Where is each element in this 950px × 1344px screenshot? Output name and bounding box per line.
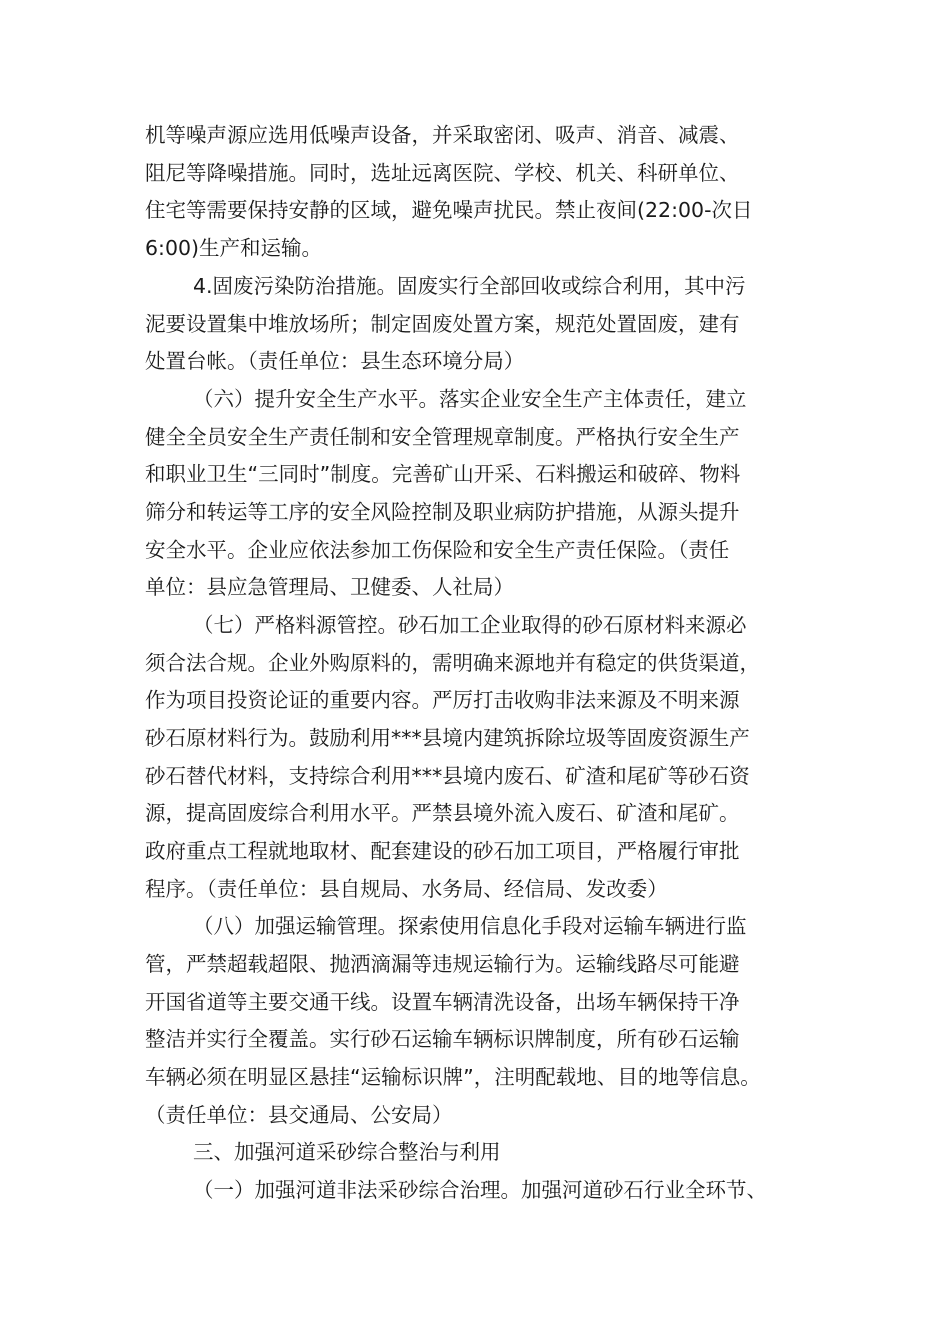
text-line: 单位：县应急管理局、卫健委、人社局） xyxy=(145,575,514,599)
text-line: 砂石替代材料，支持综合利用***县境内废石、矿渣和尾矿等砂石资 xyxy=(145,764,750,788)
text-line: 整洁并实行全覆盖。实行砂石运输车辆标识牌制度，所有砂石运输 xyxy=(145,1027,740,1051)
text-line: （六）提升安全生产水平。落实企业安全生产主体责任，建立 xyxy=(193,387,747,411)
text-line: 泥要设置集中堆放场所；制定固废处置方案，规范处置固废，建有 xyxy=(145,312,740,336)
text-line: 开国省道等主要交通干线。设置车辆清洗设备，出场车辆保持干净 xyxy=(145,990,740,1014)
text-line: 管，严禁超载超限、抛洒滴漏等违规运输行为。运输线路尽可能避 xyxy=(145,952,740,976)
text-line: （责任单位：县交通局、公安局） xyxy=(145,1103,453,1127)
text-line: 和职业卫生“三同时”制度。完善矿山开采、石料搬运和破碎、物料 xyxy=(145,462,741,486)
section-heading: 三、加强河道采砂综合整治与利用 xyxy=(193,1140,501,1164)
text-line: 6:00)生产和运输。 xyxy=(145,236,323,260)
text-line: 程序。（责任单位：县自规局、水务局、经信局、发改委） xyxy=(145,877,668,901)
text-line: 须合法合规。企业外购原料的，需明确来源地并有稳定的供货渠道， xyxy=(145,651,760,675)
text-line: （一）加强河道非法采砂综合治理。加强河道砂石行业全环节、 xyxy=(193,1178,767,1202)
text-line: 机等噪声源应选用低噪声设备，并采取密闭、吸声、消音、减震、 xyxy=(145,123,740,147)
text-line: 源，提高固废综合利用水平。严禁县境外流入废石、矿渣和尾矿。 xyxy=(145,801,740,825)
text-line: 作为项目投资论证的重要内容。严厉打击收购非法来源及不明来源 xyxy=(145,688,740,712)
text-line: 砂石原材料行为。鼓励利用***县境内建筑拆除垃圾等固废资源生产 xyxy=(145,726,750,750)
text-line: 安全水平。企业应依法参加工伤保险和安全生产责任保险。（责任 xyxy=(145,538,730,562)
text-line: 筛分和转运等工序的安全风险控制及职业病防护措施，从源头提升 xyxy=(145,500,740,524)
text-line: （七）严格料源管控。砂石加工企业取得的砂石原材料来源必 xyxy=(193,613,747,637)
text-line: 4.固废污染防治措施。固废实行全部回收或综合利用，其中污 xyxy=(193,274,746,298)
text-line: 政府重点工程就地取材、配套建设的砂石加工项目，严格履行审批 xyxy=(145,839,740,863)
text-line: 健全全员安全生产责任制和安全管理规章制度。严格执行安全生产 xyxy=(145,425,740,449)
text-line: 车辆必须在明显区悬挂“运输标识牌”，注明配载地、目的地等信息。 xyxy=(145,1065,761,1089)
text-line: （八）加强运输管理。探索使用信息化手段对运输车辆进行监 xyxy=(193,914,747,938)
text-line: 阻尼等降噪措施。同时，选址远离医院、学校、机关、科研单位、 xyxy=(145,161,740,185)
text-line: 住宅等需要保持安静的区域，避免噪声扰民。禁止夜间(22:00-次日 xyxy=(145,198,753,222)
text-line: 处置台帐。（责任单位：县生态环境分局） xyxy=(145,349,525,373)
